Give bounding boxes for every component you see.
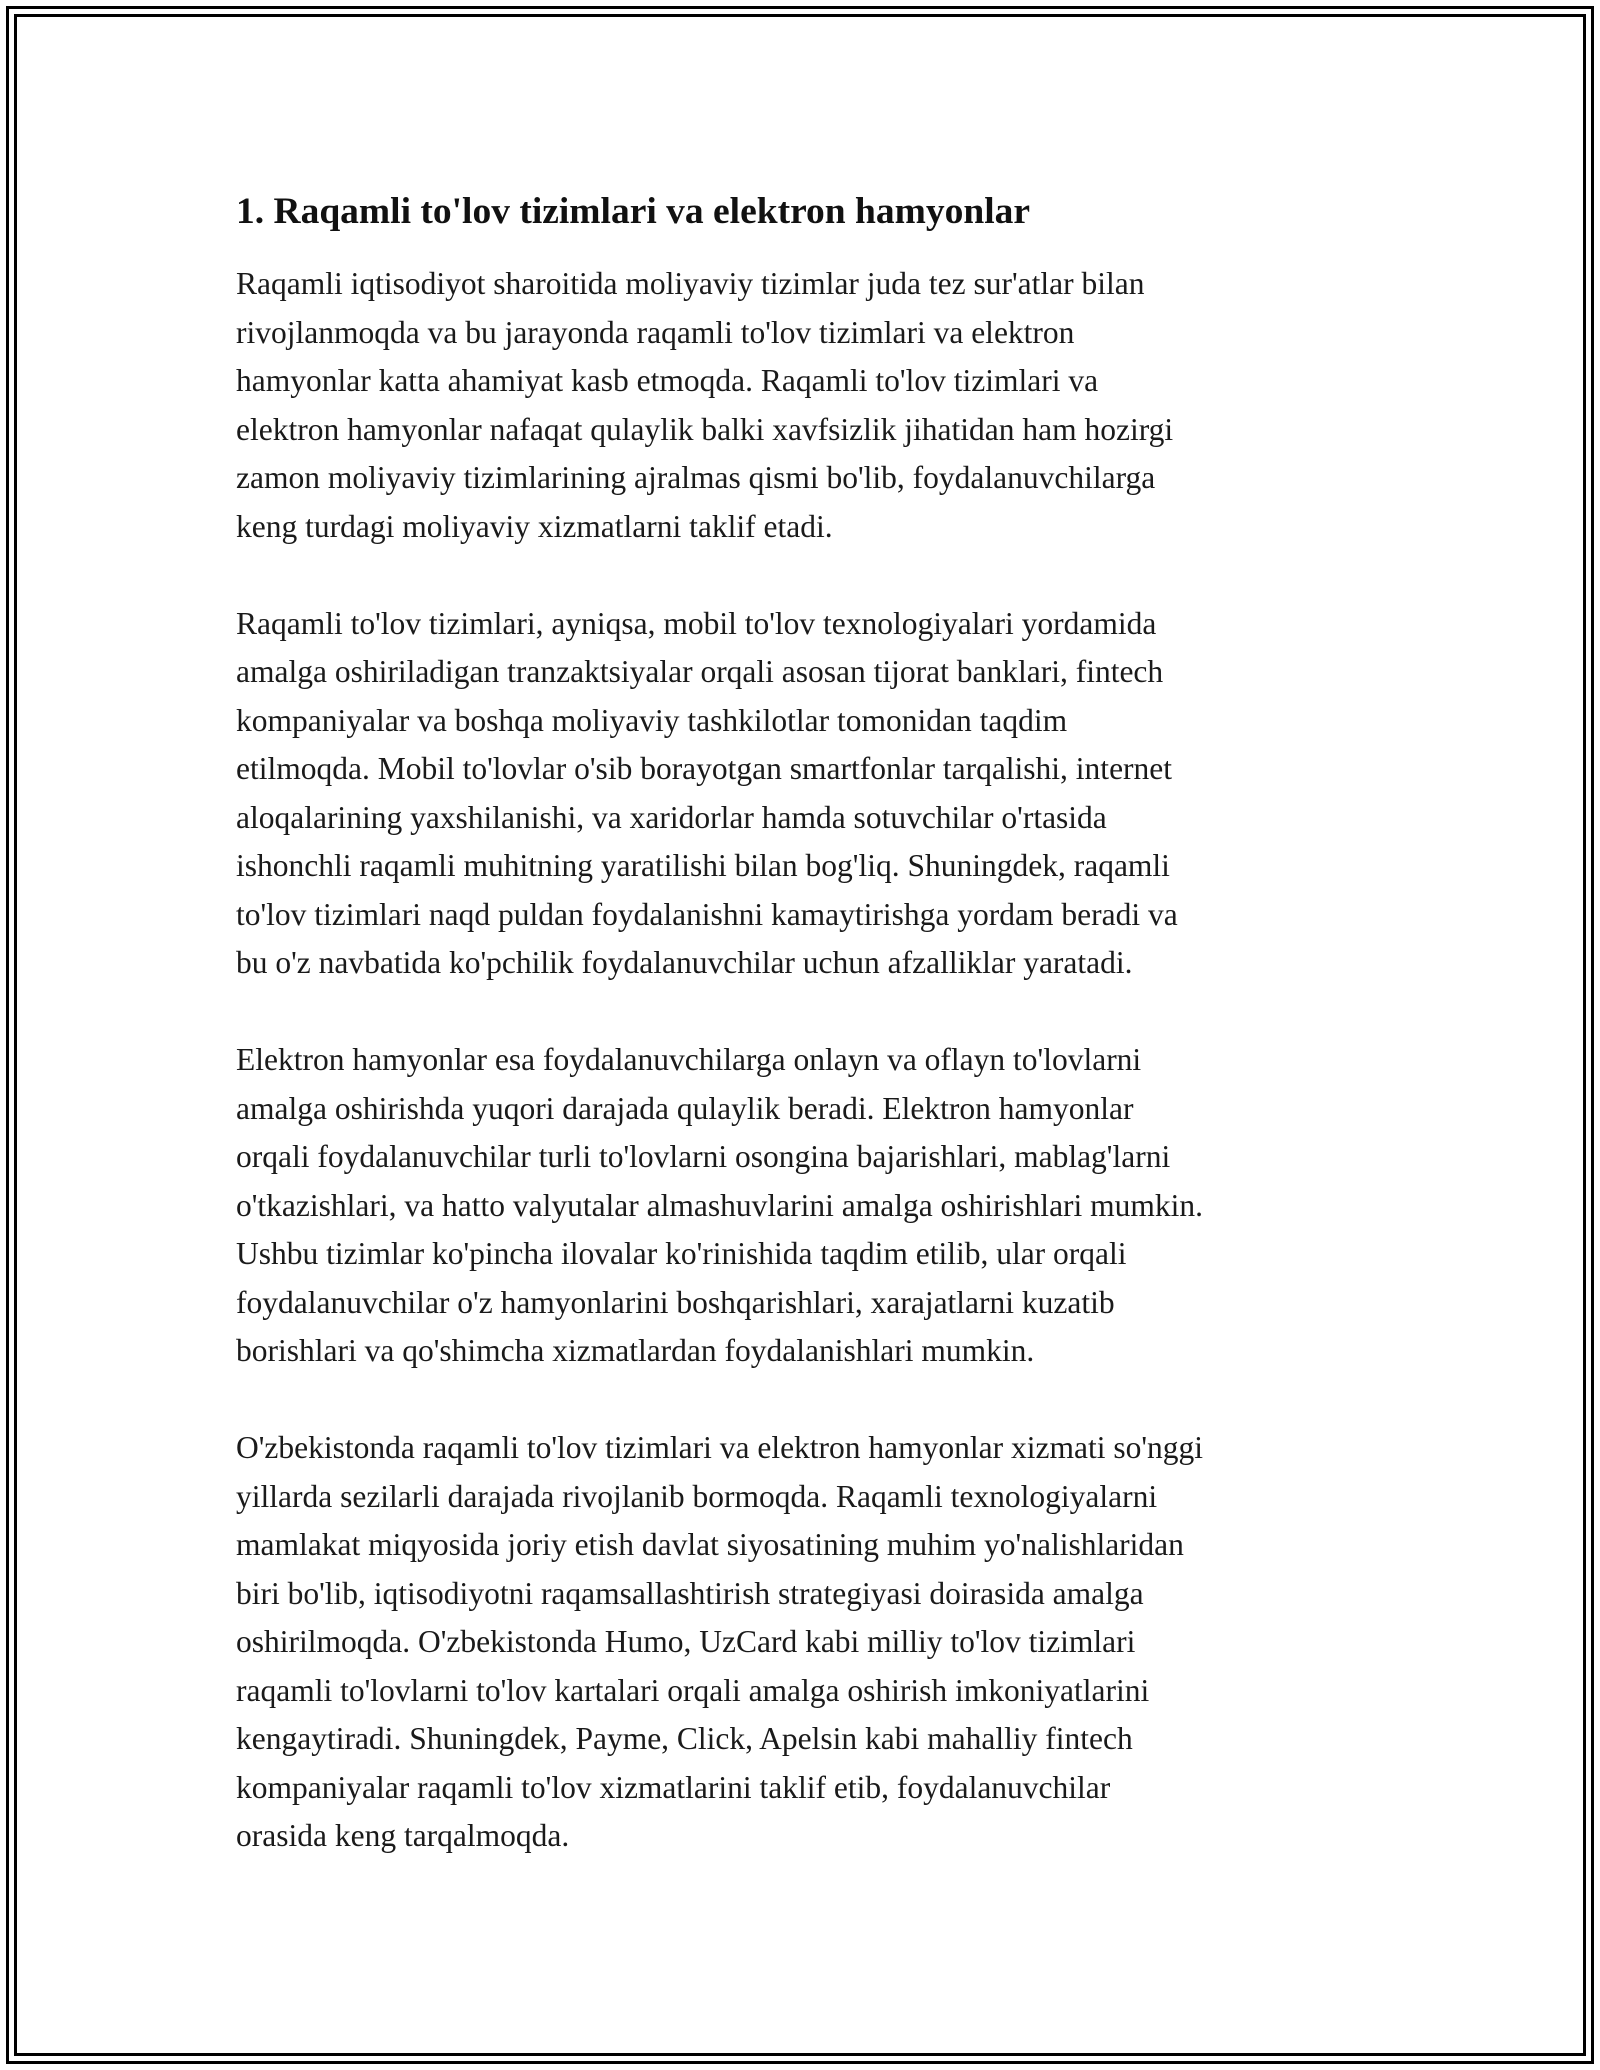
text-line: elektron hamyonlar nafaqat qulaylik balki xavfsizlik jihatidan ham hozirgi <box>236 411 1174 447</box>
text-line: rivojlanmoqda va bu jarayonda raqamli to'lov tizimlari va elektron <box>236 314 1075 350</box>
text-line: mamlakat miqyosida joriy etish davlat siyosatining muhim yo'nalishlaridan <box>236 1527 1184 1562</box>
text-line: bu o'z navbatida ko'pchilik foydalanuvchilar uchun afzalliklar yaratadi. <box>236 945 1133 980</box>
text-line: o'tkazishlari, va hatto valyutalar almashuvlarini amalga oshirishlari mumkin. <box>236 1187 1204 1223</box>
text-line: aloqalarining yaxshilanishi, va xaridorlar hamda sotuvchilar o'rtasida <box>236 799 1107 835</box>
text-line: Raqamli to'lov tizimlari, ayniqsa, mobil to'lov texnologiyalari yordamida <box>236 605 1157 641</box>
paragraph-2 <box>236 600 1366 988</box>
text-line: zamon moliyaviy tizimlarining ajralmas qismi bo'lib, foydalanuvchilarga <box>236 460 1156 495</box>
text-line: hamyonlar katta ahamiyat kasb etmoqda. Raqamli to'lov tizimlari va <box>236 363 1099 398</box>
text-line: orasida keng tarqalmoqda. <box>236 1818 570 1853</box>
text-line: Ushbu tizimlar ko'pincha ilovalar ko'rinishida taqdim etilib, ular orqali <box>236 1236 1127 1271</box>
paragraph-1 <box>236 260 1366 551</box>
text-line: foydalanuvchilar o'z hamyonlarini boshqarishlari, xarajatlarni kuzatib <box>236 1284 1115 1320</box>
paragraph-3 <box>236 1036 1366 1376</box>
text-line: Elektron hamyonlar esa foydalanuvchilarga onlayn va oflayn to'lovlarni <box>236 1042 1142 1077</box>
text-line: O'zbekistonda raqamli to'lov tizimlari va elektron hamyonlar xizmati so'nggi <box>236 1430 1204 1465</box>
text-line: ishonchli raqamli muhitning yaratilishi bilan bog'liq. Shuningdek, raqamli <box>236 848 1170 883</box>
text-line: keng turdagi moliyaviy xizmatlarni taklif etadi. <box>236 508 833 544</box>
text-line: kompaniyalar va boshqa moliyaviy tashkilotlar tomonidan taqdim <box>236 702 1068 738</box>
text-line: Raqamli iqtisodiyot sharoitida moliyaviy tizimlar juda tez sur'atlar bilan <box>236 266 1145 301</box>
text-line: orqali foydalanuvchilar turli to'lovlarni osongina bajarishlari, mablag'larni <box>236 1139 1171 1174</box>
paragraph-4 <box>236 1424 1366 1861</box>
document-body <box>236 188 1366 1861</box>
text-line: etilmoqda. Mobil to'lovlar o'sib borayotgan smartfonlar tarqalishi, internet <box>236 751 1173 786</box>
text-line: kengaytiradi. Shuningdek, Payme, Click, Apelsin kabi mahalliy fintech <box>236 1721 1133 1756</box>
text-line: amalga oshiriladigan tranzaktsiyalar orqali asosan tijorat banklari, fintech <box>236 654 1164 689</box>
text-line: amalga oshirishda yuqori darajada qulaylik beradi. Elektron hamyonlar <box>236 1090 1134 1126</box>
text-line: biri bo'lib, iqtisodiyotni raqamsallashtirish strategiyasi doirasida amalga <box>236 1575 1144 1611</box>
section-heading: 1. Raqamli to'lov tizimlari va elektron hamyonlar <box>236 191 1031 232</box>
text-line: raqamli to'lovlarni to'lov kartalari orqali amalga oshirish imkoniyatlarini <box>236 1672 1150 1708</box>
text-line: oshirilmoqda. O'zbekistonda Humo, UzCard kabi milliy to'lov tizimlari <box>236 1624 1136 1659</box>
text-line: yillarda sezilarli darajada rivojlanib bormoqda. Raqamli texnologiyalarni <box>236 1478 1158 1514</box>
text-line: borishlari va qo'shimcha xizmatlardan foydalanishlari mumkin. <box>236 1333 1035 1368</box>
text-line: to'lov tizimlari naqd puldan foydalanishni kamaytirishga yordam beradi va <box>236 896 1178 932</box>
text-line: kompaniyalar raqamli to'lov xizmatlarini taklif etib, foydalanuvchilar <box>236 1769 1111 1805</box>
